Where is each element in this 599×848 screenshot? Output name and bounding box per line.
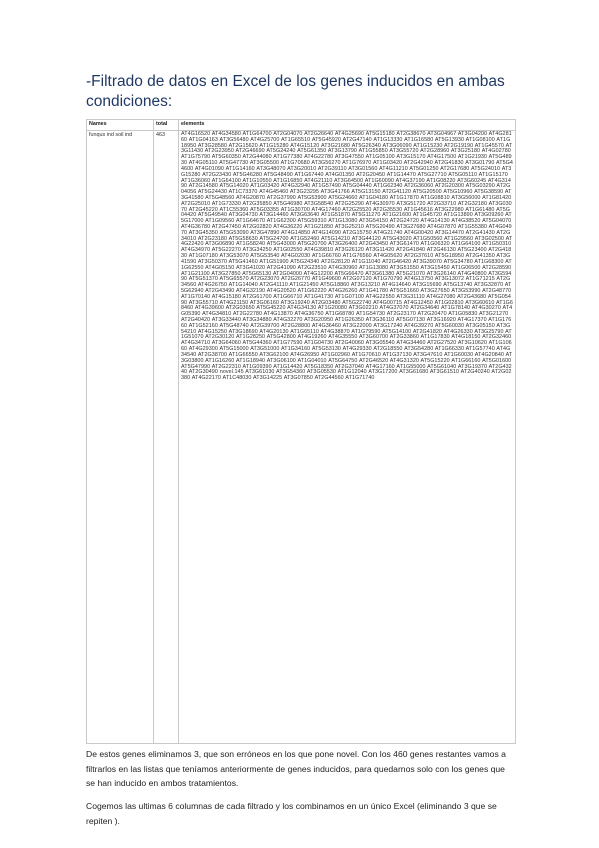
genes-table (86, 119, 516, 744)
section-heading: -Filtrado de datos en Excel de los genes inducidos en ambas condiciones: (86, 73, 505, 110)
table-header-row (87, 120, 516, 131)
header-names: Names (87, 120, 154, 131)
paragraph-genes-removed: De estos genes eliminamos 3, que son erróneos en los que pone novel. Con los 460 genes restantes vamos a filtrarlos en las listas que teníamos anteriormente de genes inducidos, para quedarnos solo con los genes que se han inducido en ambos tratamientos. (86, 749, 506, 789)
row-elements: AT4G16520 AT4G34580 AT1G64700 AT2G04070 AT2G26640 AT4G25690 AT5G15180 AT2G38670 AT3G04967 AT3G04200 AT4G28160 AT1G04163 AT3G56480 AT4G25700 AT1G65510 AT5G45920 AT2G47140 AT1G13330 AT1G16580 AT5G13930 AT1G08100 AT1G18950 AT3G28580 AT2G15620 AT1G15280 AT4G15120 AT3G21680 AT5G26340 AT3G06090 AT1G15230 AT2G19190 AT1G45570 AT3G11430 AT2G23950 AT2G46690 AT5G24240 AT5G61350 AT3G13790 AT1G55850 AT3G55720 AT2G28960 AT3G25180 AT4G02780 AT1G75790 AT5G60350 AT2G44080 AT1G77380 AT4G22780 AT3G47550 AT1G05100 AT3G15170 AT4G17500 AT1G21930 AT5G48930 AT4G05110 AT5G47730 AT3G05500 AT1G70680 AT3G56270 AT1G76970 AT1G03420 AT2G42940 AT2G41830 AT3G01790 AT5G44600 AT4G01090 AT1G14160 AT3G48070 AT3G20010 AT2G39110 AT3G01560 AT4G11210 AT5G01250 AT2G17680 AT5G24010 AT3G15280 AT2G23430 AT5G46280 AT5G48490 AT1G67440 AT4G01350 AT2G20450 AT1G14470 AT5G27710 AT5G05110 AT1G15170 AT1G36060 AT1G64100 AT1G10550 AT1G16850 AT4G21110 AT3G64500 AT1G60090 AT4G37190 AT1G08220 AT3G60245 AT4G31490 AT2G14580 AT5G14020 AT1G03420 AT4G32940 AT1G57490 AT5G04440 AT1G62340 AT2G36060 AT2G20300 AT5G03290 AT2G04056 AT5G24430 AT1C73370 AT4G45460 AT3G23295 AT3G41766 AT5G13150 AT2G41120 AT5G20500 AT5G10960 AT5G38590 AT3G41580 AT5G48560 AT4G20870 AT2G37990 AT5G53900 AT5G24660 AT1G04180 AT1G17870 AT1G08810 AT3G56000 AT1G81420 AT2G25010 AT1G73330 AT2G35850 AT5G46980 AT3G58540 AT2G25290 AT4G30970 AT3G51720 AT2G33710 AT2G32180 AT3G03070 AT2G45220 AT1C55360 AT5G03355 AT1G30700 AT4G17460 AT2G25520 AT2G35530 AT1G45616 AT3G22980 AT1G61480 AT5G04420 AT5G49540 AT3G04730 AT3G14460 AT3G63640 AT1G51870 AT5G11270 AT1G21600 AT1G45720 AT1G13890 AT3G09260 AT5G17000 AT1G09560 AT1G64670 AT1G62300 AT5G59310 AT1G13080 AT3G54150 AT2G24720 AT4G14130 AT4G38520 AT5G04070 AT4G36780 AT2G47450 AT2G02820 AT4G36220 AT1G21850 AT3G25210 AT5G20490 AT3G27680 AT4G07870 AT1G55380 AT4G04970 AT3G45350 AT5G53090 AT3G47890 AT4G14850 AT4G14090 AT2G15750 AT4G21740 AT4G00420 AT3G14470 AT2G41430 AT2G34010 AT2G23180 AT5G58630 AT5G24700 AT1G52460 AT5G14210 AT3G44120 AT5G43020 AT1G50560 AT1G29560 AT3G02500 AT4G22420 AT3G06890 AT1G58240 AT5G43000 AT5G20700 AT3G26400 AT2G43450 AT3G61470 AT1G06320 AT1G64100 AT1G50310 AT4G34970 AT5G22270 AT3G34250 AT1G02550 AT4G39810 AT3G26120 AT3G11420 AT2G41840 AT2G46130 AT5G23400 AT2G41830 AT1G07180 AT3G53070 AT5G53540 AT4G02030 AT1G66760 AT1G76560 AT4G05620 AT2G37610 AT5G18950 AT2G41350 AT3G41590 AT3G50370 AT5G41460 AT1G51900 AT5G24340 AT2G28120 AT1G11040 AT2G46420 AT3G39070 AT5G34780 AT1G68300 AT1G62550 AT4G05150 AT3G41020 AT2G41090 AT2G23510 AT4G30960 AT1G13080 AT3G51550 AT3G15450 AT1G06500 AT2G28590 AT1G21100 AT3G27850 AT5G65130 AT2G04000 AT4G12200 AT5G66470 AT3G61380 AT5G21070 AT3G26140 AT4G40800 AT3G59490 AT5G51370 AT5G65570 AT2G23070 AT2G26770 AT1G49600 AT2G07120 AT1G70790 AT4G13750 AT3G13072 AT1G71215 AT2G34560 AT4G26750 AT1G14040 AT2G41110 AT1G21450 AT5G18860 AT3G13210 AT4G14640 AT3G15690 AT5G13740 AT3G32870 AT5G62940 AT2G43490 AT4G32190 AT4G20520 AT1G62220 AT4G26260 AT1G41780 AT5G51660 AT3G27650 AT3G53990 AT2G48770 AT1G70140 AT4G15180 AT2G61700 AT1G66710 AT1G41730 AT1G07100 AT4G22550 AT3G31110 AT4G27080 AT2G43680 AT5G05490 AT3G55710 AT4G21150 AT3G06160 AT3G19240 AT2G03480 AT5G22740 AT4G00715 AT4G12450 AT1G02810 AT3G60610 AT1G68460 AT4G39600 AT2G03650 AT5G45220 AT4G34130 AT1G20080 AT3G02210 AT4G37070 AT2G34640 AT1G78140 AT4G30270 AT4G05390 AT4G34810 AT2G22780 AT4G13870 AT4G36750 AT1G68780 AT1G54730 AT2G23170 AT2G20470 AT1G05830 AT3G21270 AT2G40420 AT3G33440 AT3G34880 AT4G32270 AT3G20950 AT1G26350 AT3G36110 AT5G07130 AT3G16920 AT4G17370 AT1G17660 AT1G52160 AT5G48740 AT2G39700 AT2G28800 AT4G36460 AT3G22000 AT3G17240 AT4G39270 AT5G60030 AT3G05150 AT3G54210 AT4G15250 AT3G18690 AT4G20130 AT1G65110 AT4G38870 AT1G79590 AT5G14100 AT2G41820 AT4G26330 AT3G25790 AT1G51070 AT2G30120 AT1G28250 AT5G42800 AT4G19260 AT4G35550 AT3G60700 AT2G33860 AT1G17830 AT4G18150 AT2G32460 AT4G34710 AT3G64060 AT5G44360 AT1G77590 AT1G04730 AT2G40060 AT3G05540 AT4G34460 AT2G27520 AT3G10620 AT1G10660 AT4G29300 AT5G15000 AT3G51000 AT1G34160 AT5G53130 AT4G29330 AT2G18550 AT3G54280 AT1G66330 AT1G57740 AT4G34540 AT2G38700 AT1G66550 AT3G62100 AT4G26950 AT1G02960 AT1G70610 AT1G37130 AT3G47610 AT1G60030 AT4G20840 AT3G03800 AT1G16260 AT1G18940 AT3G06100 AT1G04010 AT5G64750 AT2G46520 AT4G31320 AT5G15220 AT1G66160 AT5G01600 AT5G47990 AT2G22310 AT1G09390 AT1G14420 AT5G18350 AT2G37040 AT4G17160 AT1G55000 AT5G61040 AT3G19370 AT2G43240 AT2G30490 novel.145 AT3G61030 AT3G54360 AT3G05530 AT1G12040 AT3G17200 AT3G61680 AT3G61510 AT2G40240 AT2G02380 AT4G22170 AT1C48030 AT3G14225 AT3G07850 AT2G44560 AT1G71740 (179, 131, 516, 744)
table-row (87, 131, 516, 744)
row-total: 463 (154, 131, 179, 744)
header-total: total (154, 120, 179, 131)
row-name: funqus ind soil ind (87, 131, 154, 744)
paragraph-combine-excel: Cogemos las ultimas 6 columnas de cada filtrado y los combinamos en un único Excel (eliminando 3 que se repiten ). (86, 801, 497, 826)
header-elements: elements (179, 120, 516, 131)
